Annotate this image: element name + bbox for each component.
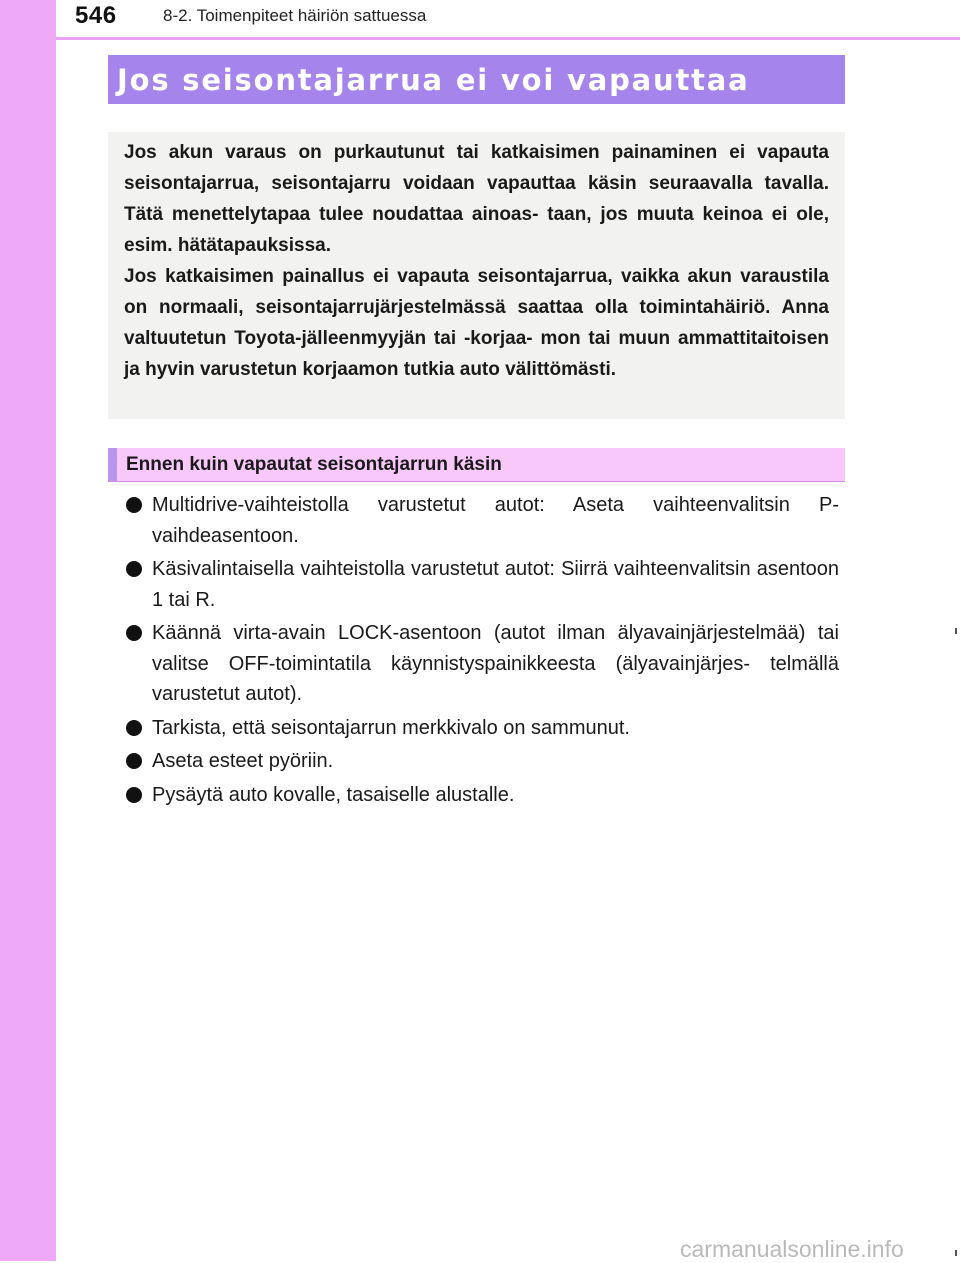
- side-color-strip: [0, 0, 56, 1261]
- list-item: [126, 490, 839, 551]
- subsection-header: [108, 448, 845, 482]
- instruction-list: [126, 490, 839, 813]
- list-item: [126, 554, 839, 615]
- info-paragraph: Jos katkaisimen painallus ei vapauta seisontajarrua, vaikka akun varaustila on normaali, seisontajarrujärjestelmässä saattaa olla toimintahäiriö. Anna valtuutetun Toyota-jälleenmyyjän tai -korjaa- mon tai muun ammattitaitoisen ja hyvin varustetun korjaamon tutkia auto välittömästi.: [124, 266, 829, 380]
- subsection-accent: [108, 448, 117, 481]
- list-item-text: Multidrive-vaihteistolla varustetut autot: Aseta vaihteenvalitsin P-vaihdeasentoon.: [152, 494, 839, 547]
- info-paragraph: Jos akun varaus on purkautunut tai katkaisimen painaminen ei vapauta seisontajarrua, seisontajarru voidaan vapauttaa käsin seuraavalla tavalla. Tätä menettelytapaa tulee noudattaa ainoas- taan, jos muuta keinoa ei ole, esim. hätätapauksissa.: [124, 142, 829, 256]
- list-item-text: Käsivalintaisella vaihteistolla varustetut autot: Siirrä vaihteenvalitsin asentoon 1 tai R.: [152, 558, 839, 611]
- crop-mark: [955, 628, 957, 634]
- list-item-text: Käännä virta-avain LOCK-asentoon (autot ilman älyavainjärjestelmää) tai valitse OFF-toimintatila käynnistyspainikkeesta (älyavainjärjes- telmällä varustetut autot).: [152, 622, 839, 705]
- list-item: [126, 780, 839, 811]
- page-number: 546: [75, 2, 117, 29]
- bullet-icon: [126, 753, 142, 769]
- subsection-title: Ennen kuin vapautat seisontajarrun käsin: [126, 453, 502, 475]
- page-title: Jos seisontajarrua ei voi vapauttaa: [117, 62, 750, 97]
- list-item-text: Pysäytä auto kovalle, tasaiselle alustalle.: [152, 783, 515, 806]
- watermark: carmanualsonline.info: [680, 1236, 904, 1262]
- bullet-icon: [126, 720, 142, 736]
- bullet-icon: [126, 625, 142, 641]
- title-banner: [108, 55, 845, 104]
- info-box: [108, 132, 845, 419]
- section-header: 8-2. Toimenpiteet häiriön sattuessa: [163, 6, 427, 25]
- bullet-icon: [126, 787, 142, 803]
- list-item: [126, 618, 839, 710]
- bullet-icon: [126, 497, 142, 513]
- list-item-text: Aseta esteet pyöriin.: [152, 750, 334, 772]
- list-item: [126, 713, 839, 744]
- list-item: [126, 746, 839, 777]
- crop-mark: [955, 1250, 957, 1256]
- bullet-icon: [126, 561, 142, 577]
- header-divider: [56, 37, 960, 40]
- list-item-text: Tarkista, että seisontajarrun merkkivalo on sammunut.: [152, 716, 630, 739]
